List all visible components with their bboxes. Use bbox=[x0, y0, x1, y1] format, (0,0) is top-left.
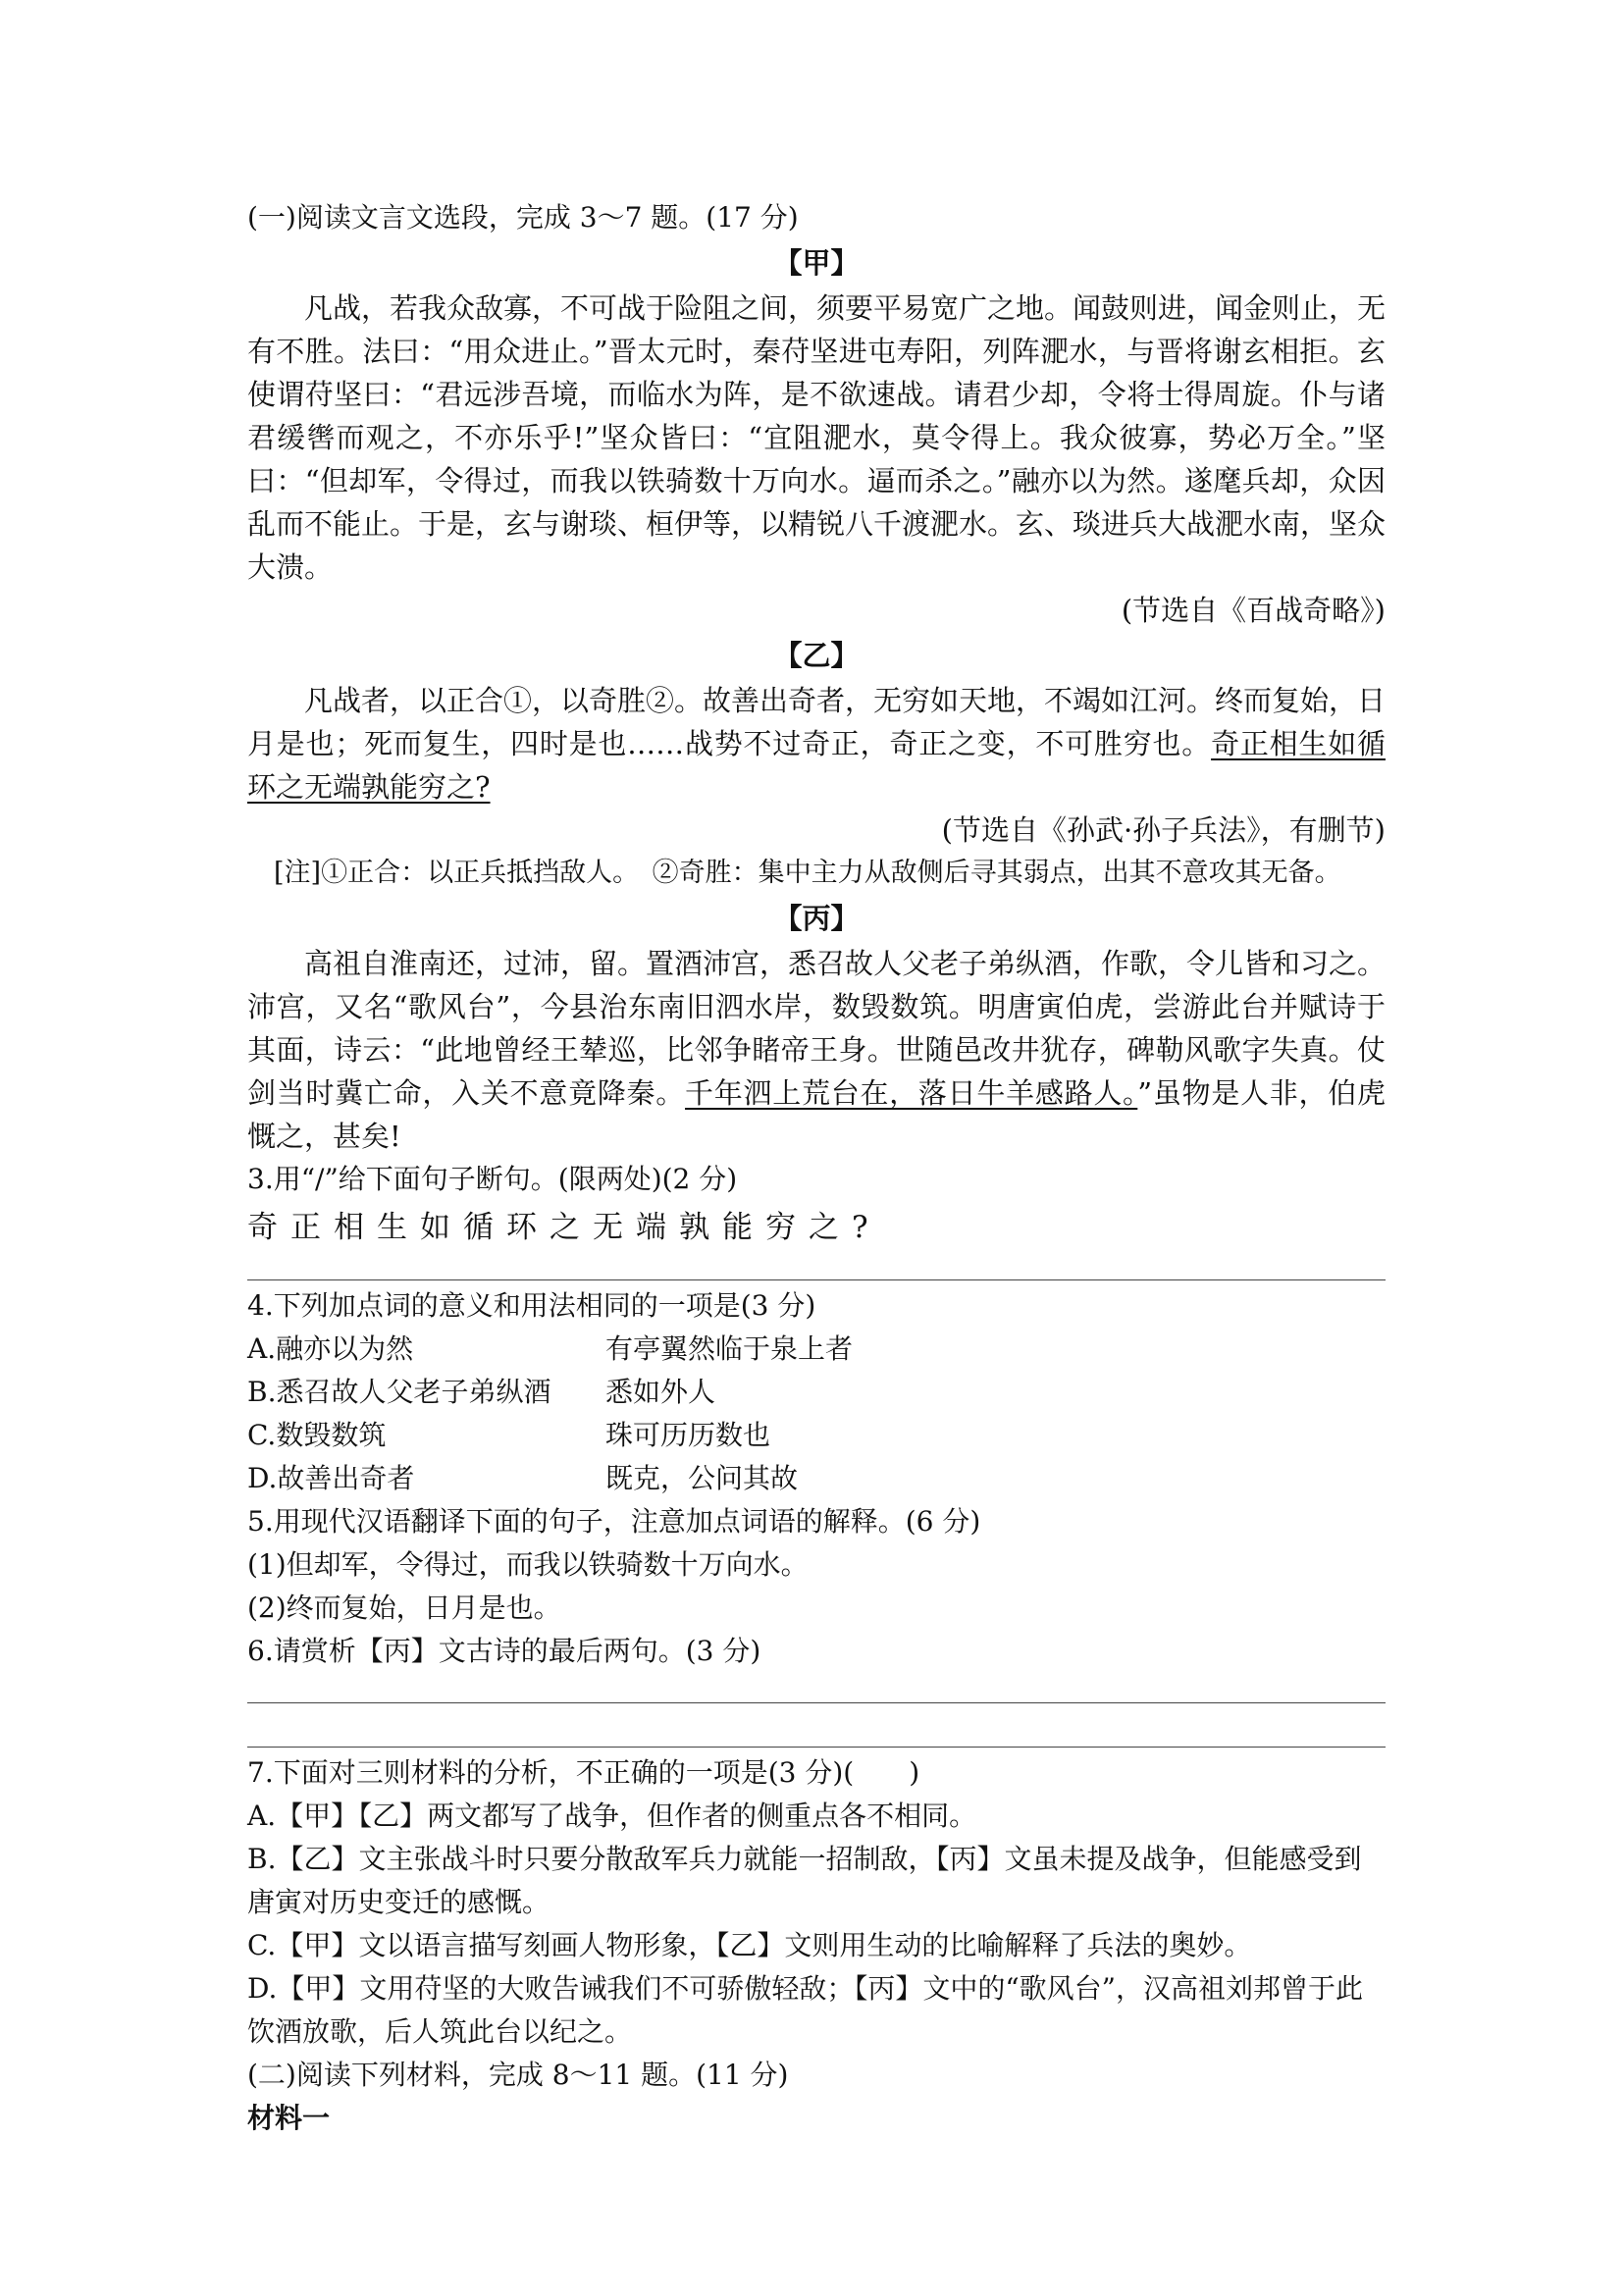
question-4-prompt: 4.下列加点词的意义和用法相同的一项是(3 分) bbox=[247, 1289, 816, 1322]
question-5-prompt: 5.用现代汉语翻译下面的句子，注意加点词语的解释。(6 分) bbox=[247, 1505, 981, 1538]
question-4-option-a: A.融亦以为然 有亭翼然临于泉上者 bbox=[247, 1332, 854, 1365]
underlined-sentence: 奇正相生如循环之无端孰能穷之? bbox=[247, 727, 1386, 804]
underlined-poem-lines: 千年泗上荒台在，落日牛羊感路人。 bbox=[685, 1076, 1138, 1110]
passage-yi-source: (节选自《孙武·孙子兵法》，有删节) bbox=[941, 813, 1386, 847]
passage-yi-note: [注]①正合：以正兵抵挡敌人。 ②奇胜：集中主力从敌侧后寻其弱点，出其不意攻其无备。 bbox=[274, 858, 1341, 888]
question-7-prompt: 7.下面对三则材料的分析，不正确的一项是(3 分)( ) bbox=[247, 1756, 920, 1789]
passage-jia-text: 凡战，若我众敌寡，不可战于险阻之间，须要平易宽广之地。闻鼓则进，闻金则止，无有不胜。法曰：“用众进止。”晋太元时，秦苻坚进屯寿阳，列阵淝水，与晋将谢玄相拒。玄使谓苻坚曰：“君远涉吾境，而临水为阵，是不欲速战。请君少却，令将士得周旋。仆与诸君缓辔而观之，不亦乐乎!”坚众皆曰：“宜阻淝水，莫令得上。我众彼寡，势必万全。”坚曰：“但却军，令得过，而我以铁骑数十万向水。逼而杀之。”融亦以为然。遂麾兵却，众因乱而不能止。于是，玄与谢琰、桓伊等，以精锐八千渡淝水。玄、琰进兵大战淝水南，坚众大溃。 (节选自《百战奇略》) bbox=[247, 287, 1386, 632]
question-4-option-b: B.悉召故人父老子弟纵酒 悉如外人 bbox=[247, 1376, 716, 1408]
material-one-heading: 材料一 bbox=[247, 2102, 331, 2134]
passage-bing-text: 高祖自淮南还，过沛，留。置酒沛宫，悉召故人父老子弟纵酒，作歌，令儿皆和习之。沛宫，又名“歌风台”，今县治东南旧泗水岸，数毁数筑。明唐寅伯虎，尝游此台并赋诗于其面，诗云：“此地曾经王辇巡，比邻争睹帝王身。世随邑改井犹存，碑勒风歌字失真。仗剑当时冀亡命，入关不意竟降秦。千年泗上荒台在，落日牛羊感路人。”虽物是人非，伯虎慨之，甚矣! bbox=[247, 947, 1387, 1153]
section-two-title: (二)阅读下列材料，完成 8～11 题。(11 分) bbox=[247, 2059, 789, 2091]
passage-jia-source: (节选自《百战奇略》) bbox=[1121, 594, 1386, 627]
answer-line bbox=[247, 1279, 1386, 1280]
passage-yi-text: 凡战者，以正合①，以奇胜②。故善出奇者，无穷如天地，不竭如江河。终而复始，日月是也；死而复生，四时是也……战势不过奇正，奇正之变，不可胜穷也。奇正相生如循环之无端孰能穷之? (节选自《孙武·孙子兵法》，有删节) bbox=[247, 679, 1386, 852]
answer-space bbox=[247, 1703, 1386, 1747]
question-3-sentence: 奇正相生如循环之无端孰能穷之? bbox=[247, 1210, 881, 1245]
question-7-option-d: D.【甲】文用苻坚的大败告诫我们不可骄傲轻敌；【丙】文中的“歌风台”，汉高祖刘邦曾于此饮酒放歌，后人筑此台以纪之。 bbox=[247, 1972, 1363, 2048]
question-6-prompt: 6.请赏析【丙】文古诗的最后两句。(3 分) bbox=[247, 1635, 761, 1667]
passage-bing-heading: 【丙】 bbox=[773, 902, 860, 935]
question-4-option-c: C.数毁数筑 珠可历历数也 bbox=[247, 1419, 771, 1451]
exam-page bbox=[247, 196, 1386, 2140]
section-one-title: (一)阅读文言文选段，完成 3～7 题。(17 分) bbox=[247, 201, 799, 234]
passage-jia-heading: 【甲】 bbox=[773, 246, 860, 280]
answer-space bbox=[247, 1252, 1386, 1279]
question-7-option-c: C.【甲】文以语言描写刻画人物形象，【乙】文则用生动的比喻解释了兵法的奥妙。 bbox=[247, 1929, 1252, 1961]
answer-space bbox=[247, 1673, 1386, 1702]
question-3-prompt: 3.用“/”给下面句子断句。(限两处)(2 分) bbox=[247, 1163, 738, 1195]
question-7-option-b: B.【乙】文主张战斗时只要分散敌军兵力就能一招制敌，【丙】文虽未提及战争，但能感受到唐寅对历史变迁的感慨。 bbox=[247, 1843, 1362, 1918]
passage-yi-heading: 【乙】 bbox=[773, 639, 860, 672]
question-5-sentence-2: (2)终而复始，日月是也。 bbox=[247, 1592, 561, 1624]
question-5-sentence-1: (1)但却军，令得过，而我以铁骑数十万向水。 bbox=[247, 1548, 809, 1581]
question-4-option-d: D.故善出奇者 既克，公问其故 bbox=[247, 1462, 799, 1494]
answer-line bbox=[247, 1747, 1386, 1748]
question-7-option-a: A.【甲】【乙】两文都写了战争，但作者的侧重点各不相同。 bbox=[247, 1800, 977, 1832]
